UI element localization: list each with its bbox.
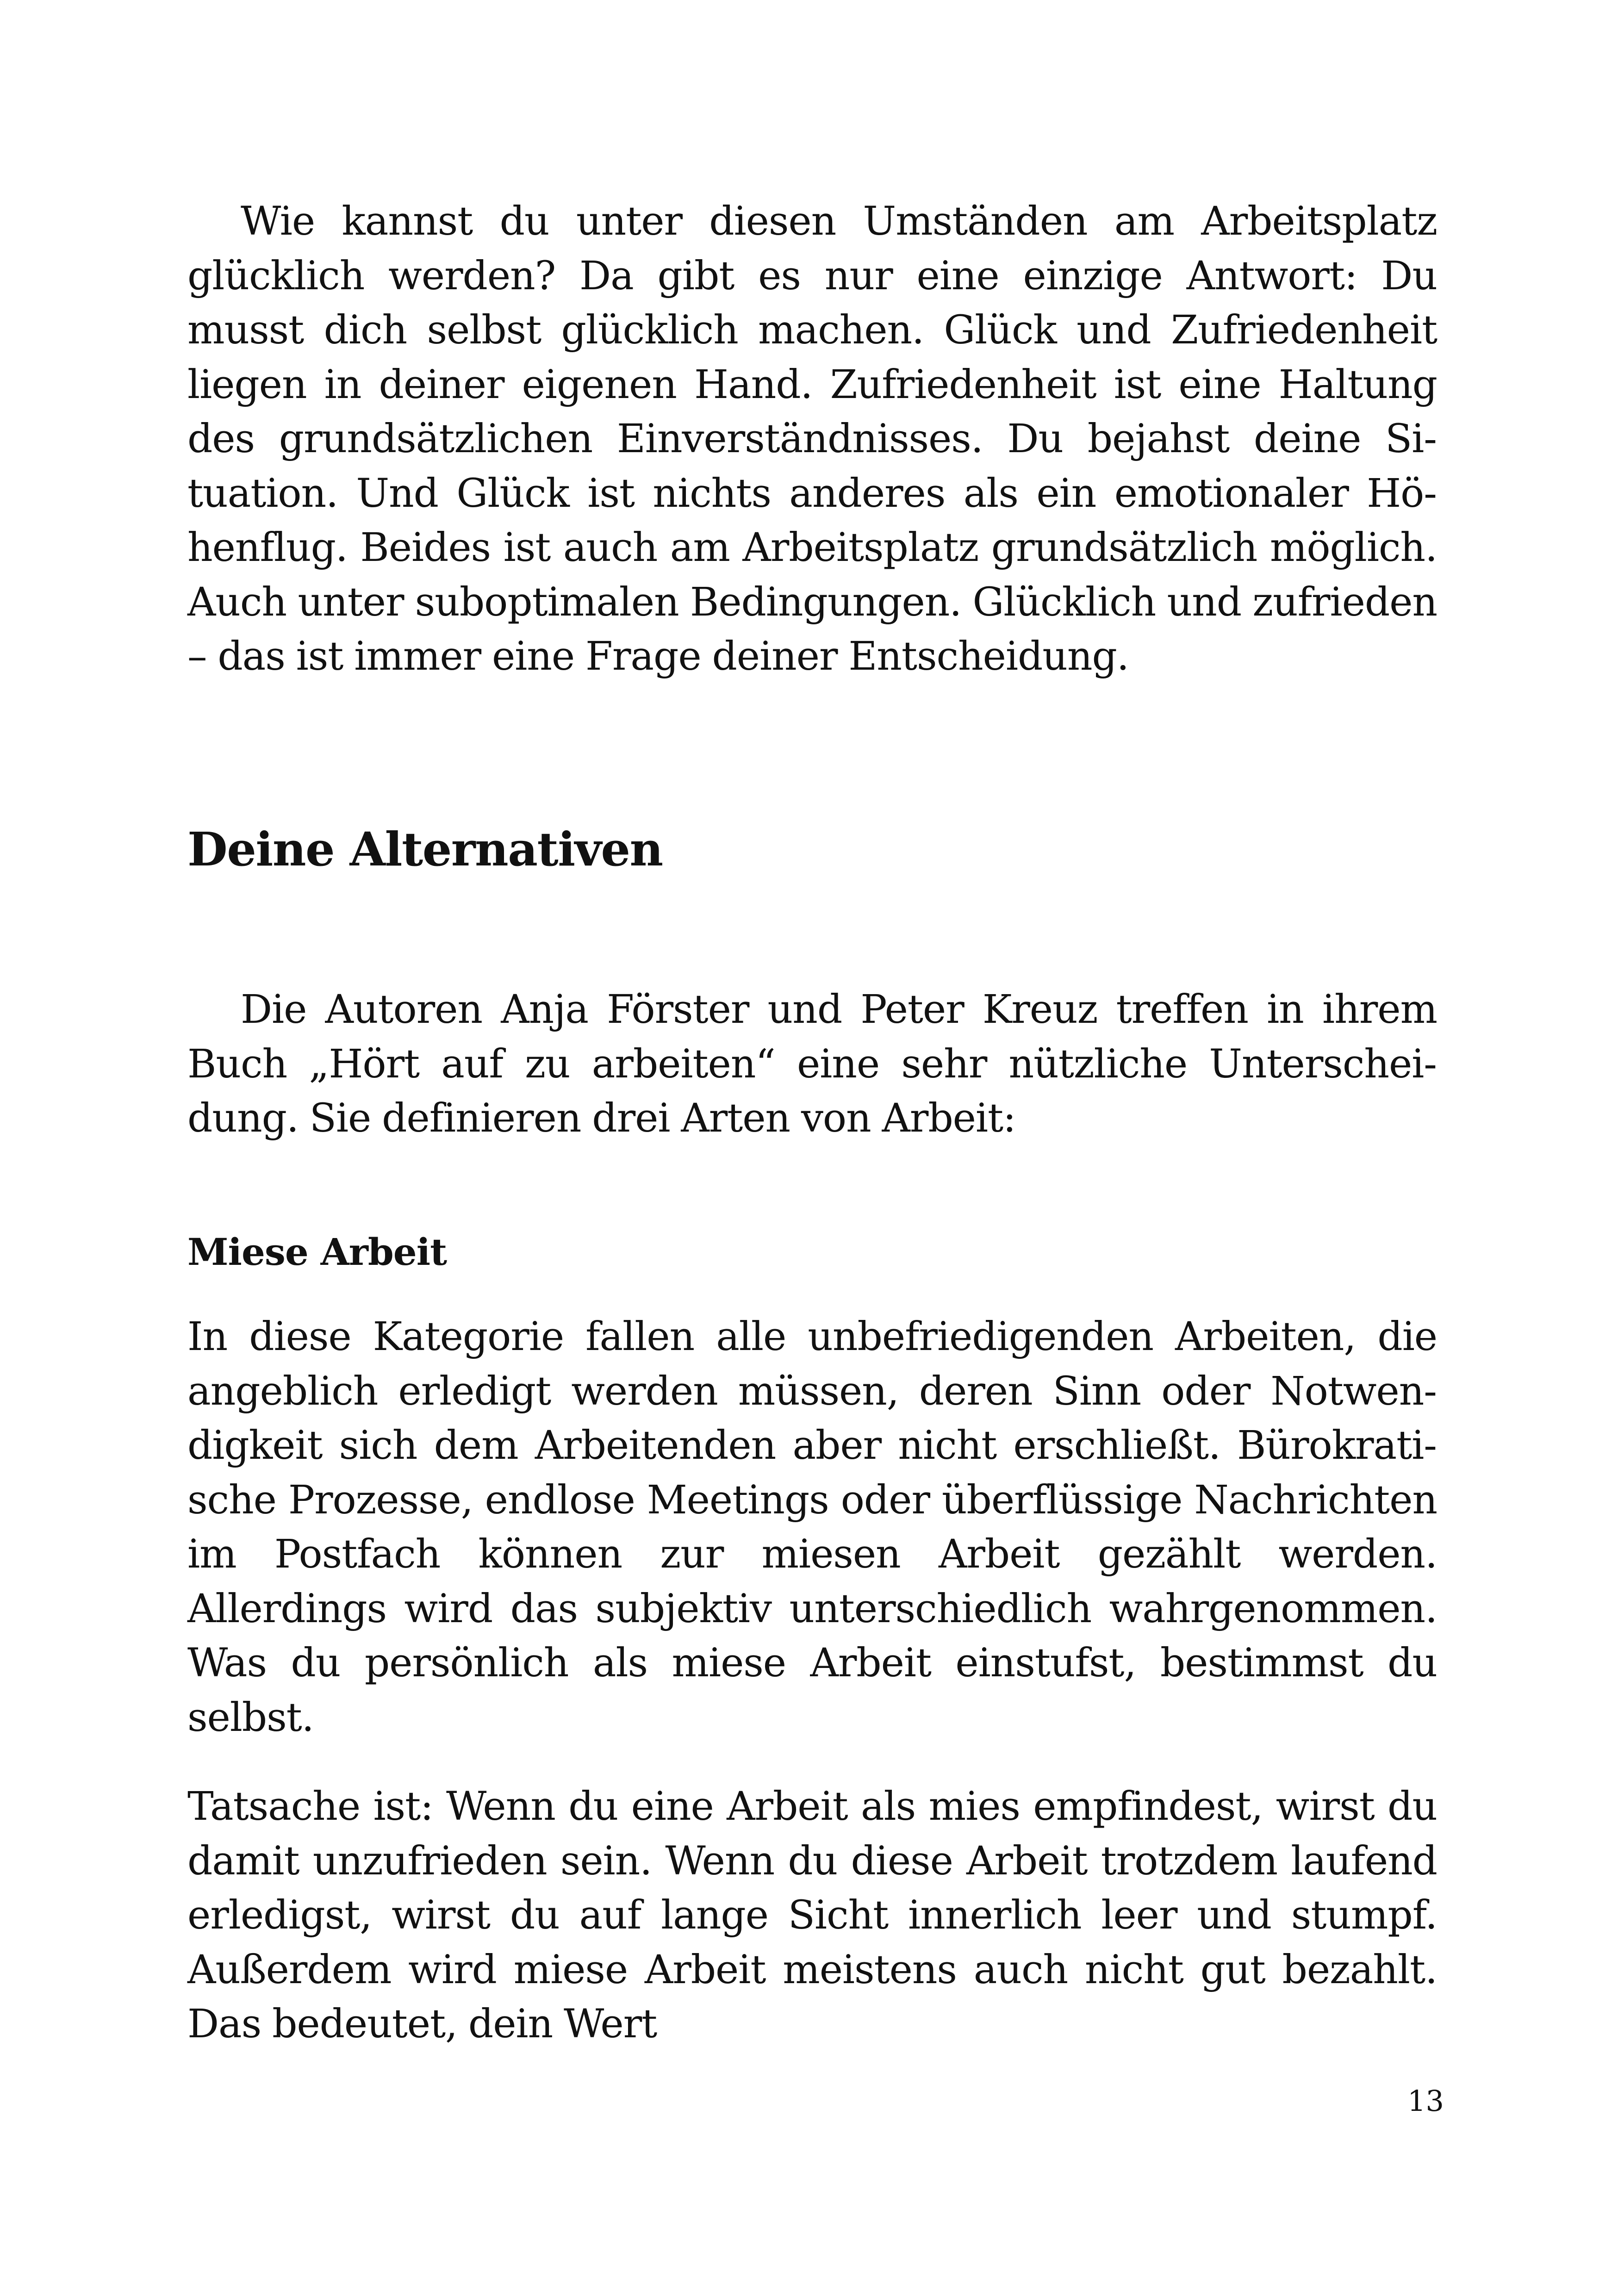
body-paragraph: Wie kannst du unter diesen Umständen am Arbeitsplatz glücklich werden? Da gibt es nur eine einzige Antwort: Du musst dich selbst glücklich machen. Glück und Zufriedenheit liegen in deiner eigenen Hand. Zufriedenheit ist eine Haltung des grundsätzlichen Einverständnisses. Du bejahst deine Situation. Und Glück ist nichts anderes als ein emotionaler Höhenflug. Beides ist auch am Arbeitsplatz grundsätzlich möglich. Auch unter suboptimalen Bedingungen. Glücklich und zufrieden – das ist immer eine Frage deiner Entscheidung. — [187, 199, 1437, 679]
section-heading: Deine Alternativen — [187, 822, 663, 877]
page-number: 13 — [1407, 2084, 1444, 2118]
body-paragraph: In diese Kategorie fallen alle unbefriedigenden Arbeiten, die angeblich erledigt werden müssen, deren Sinn oder Notwendigkeit sich dem Arbeitenden aber nicht erschließt. Bürokratische Prozesse, endlose Meetings oder überflüssige Nachrichten im Postfach können zur miesen Arbeit gezählt werden. Allerdings wird das subjektiv unterschiedlich wahrgenommen. Was du persönlich als miese Arbeit einstufst, bestimmst du selbst. — [187, 1314, 1437, 1741]
body-paragraph: Tatsache ist: Wenn du eine Arbeit als mies empfindest, wirst du damit unzufrieden sein. Wenn du diese Arbeit trotzdem laufend erledigst, wirst du auf lange Sicht innerlich leer und stumpf. Außerdem wird miese Arbeit meistens auch nicht gut bezahlt. Das bedeutet, dein Wert — [187, 1784, 1437, 2047]
subsection-heading: Miese Arbeit — [187, 1230, 447, 1274]
body-paragraph: Die Autoren Anja Förster und Peter Kreuz treffen in ihrem Buch „Hört auf zu arbeiten“ eine sehr nützliche Unterscheidung. Sie definieren drei Arten von Arbeit: — [187, 987, 1437, 1141]
